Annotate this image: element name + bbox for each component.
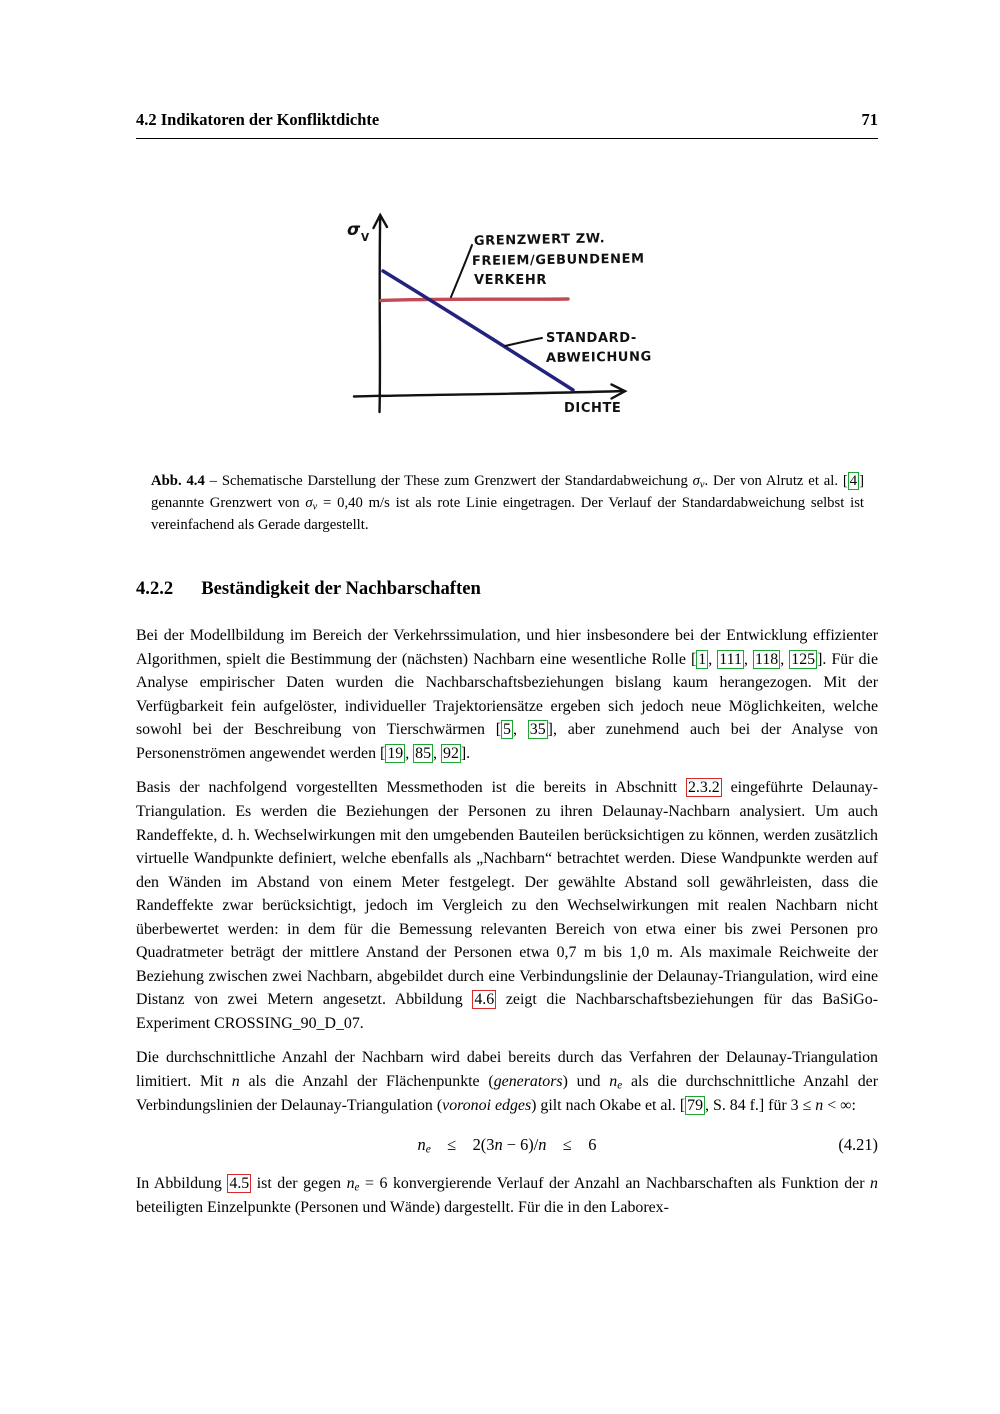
italic-run: σ (692, 473, 700, 489)
cross-reference-link[interactable]: 4.6 (474, 991, 495, 1009)
page-number: 71 (861, 110, 878, 129)
y-axis-symbol-subscript: V (360, 232, 369, 244)
y-axis-label (347, 220, 370, 244)
body-flow (136, 624, 878, 1219)
paragraph (136, 776, 878, 1035)
text-run: , (405, 744, 414, 762)
text-run: , S. 84 f.] für 3 ≤ (705, 1096, 816, 1114)
equation (136, 1135, 878, 1156)
text-run: ]. Für die Analyse empirischer Daten wurden die Nachbarschaftsbeziehungen bislang kaum herangezogen. Mit der Verfügbarkeit fein aufgelöster, individueller Trajektoriensätze ergeben sich jedoch neue Möglichkeiten, welche sowohl bei der Beschreibung von Tierschwärmen [ (136, 650, 878, 739)
section-heading (136, 578, 878, 600)
y-axis-symbol: σ (346, 220, 360, 240)
std-label-line1: STANDARD- (545, 331, 637, 346)
citation-link[interactable]: 1 (698, 650, 707, 668)
text-run: ], aber zunehmend auch bei der Analyse von Personenströmen angewendet werden [ (136, 721, 878, 762)
page-header (136, 110, 878, 139)
cross-reference-link[interactable]: 2.3.2 (687, 779, 720, 797)
figure-sketch (335, 195, 680, 445)
section-number: 4.2.2 (136, 578, 174, 600)
italic-run: n (494, 1135, 503, 1155)
x-axis (354, 391, 624, 397)
text-run: eingeführte Delaunay-Triangulation. Es werden die Beziehungen der Personen zu ihren Delaunay-Nachbarn analysiert. Um auch Randeffekte, d. h. Wechselwirkungen mit den umgebenden Bauteilen berücksichtigen zu können, werden zusätzlich virtuelle Wandpunkte definiert, welche ebenfalls als „Nachbarn“ betrachtet werden. Diese Wandpunkte werden auf den Wänden im Abstand von einem Meter festgelegt. Der gewählte Abstand soll gewährleisten, dass die Randeffekte zwar berücksichtigt, jedoch im Vergleich zu den Wechselwirkungen mit realen Nachbarn nicht überbewertet werden: in dem für die Bemessung relevanten Bereich von etwa einer bis zwei Personen pro Quadratmeter beträgt der mittlere Anstand der Personen etwa 0,7 m bis 1,0 m. Als maximale Reichweite der Beziehung zwischen zwei Nachbarn, abgebildet durch eine Verbindungslinie der Delaunay-Triangulation, wird eine Distanz von zwei Metern angesetzt. Abbildung (136, 779, 878, 1009)
text-run: , (780, 650, 790, 668)
italic-run: voronoi edges (442, 1096, 532, 1114)
text-run: Die durchschnittliche Anzahl der Nachbarn wird dabei bereits durch das Verfahren der Delaunay-Triangulation limitiert. Mit (136, 1049, 878, 1090)
text-run: ] genannte Grenzwert von (151, 473, 864, 512)
bold-run: Abb. 4.4 (151, 473, 205, 489)
italic-run: n (346, 1174, 355, 1192)
citation-link[interactable]: 111 (719, 650, 742, 668)
text-run: < ∞: (823, 1096, 856, 1114)
italic-run: n (538, 1135, 547, 1155)
text-run: ≤ 6 (546, 1135, 597, 1155)
paragraph (136, 1046, 878, 1117)
citation-link[interactable]: 92 (443, 744, 459, 762)
text-run: − 6)/ (502, 1135, 539, 1155)
text-run: – Schematische Darstellung der These zum Grenzwert der Standardabweichung (204, 473, 693, 489)
grenzwert-label-line1: GRENZWERT ZW. (473, 231, 605, 249)
std-pointer-line (505, 338, 542, 346)
text-run: zeigt die Nachbarschaftsbeziehungen für das BaSiGo-Experiment CROSSING_90_D_07. (136, 991, 878, 1032)
figure-annotations (471, 231, 651, 416)
text-run: . Der von Alrutz et al. [ (704, 473, 848, 489)
paragraph (136, 1172, 878, 1219)
text-run: = 0,40 m/s ist als rote Linie eingetragen. Der Verlauf der Standardabweichung selbst ist vereinfachend als Gerade dargestellt. (151, 495, 864, 534)
italic-run: generators (493, 1072, 563, 1090)
subscript: e (425, 1143, 431, 1156)
y-axis (379, 216, 380, 412)
text-run: als die Anzahl der Flächenpunkte ( (239, 1072, 494, 1090)
citation-link[interactable]: 19 (387, 744, 404, 762)
text-run: = 6 konvergierende Verlauf der Anzahl an Nachbarschaften als Funktion der (359, 1174, 871, 1192)
italic-run: n (609, 1072, 618, 1090)
text-run: , (512, 721, 528, 739)
subscript: e (617, 1079, 623, 1092)
citation-link[interactable]: 4 (849, 473, 858, 489)
text-run: als die durchschnittliche Anzahl der Verbindungslinien der Delaunay-Triangulation ( (136, 1072, 879, 1114)
text-run: beteiligten Einzelpunkte (Personen und Wände) dargestellt. Für die in den Laborex- (136, 1198, 669, 1216)
text-run: , (743, 650, 753, 668)
text-run: , (433, 744, 441, 762)
text-run: Bei der Modellbildung im Bereich der Verkehrssimulation, und hier insbesondere bei der Entwicklung effizienter Algorithmen, spielt die Bestimmung der (nächsten) Nachbarn eine wesentliche Rolle [ (136, 627, 878, 668)
x-axis-label: DICHTE (563, 401, 621, 416)
std-label-line2: ABWEICHUNG (545, 349, 652, 366)
citation-link[interactable]: 85 (415, 744, 432, 762)
subscript: e (354, 1181, 360, 1194)
equation-number: (4.21) (838, 1135, 878, 1155)
grenzwert-label-line2: FREIEM/GEBUNDENEM (471, 251, 645, 269)
italic-run: n (815, 1096, 824, 1114)
text-run: ist der gegen (251, 1174, 347, 1192)
text-run: ) gilt nach Okabe et al. [ (531, 1096, 686, 1114)
citation-link[interactable]: 125 (791, 650, 816, 668)
italic-run: σ (305, 495, 313, 512)
text-run: ≤ 2(3 (430, 1135, 495, 1155)
citation-link[interactable]: 35 (529, 721, 546, 739)
italic-run: n (231, 1072, 240, 1090)
text-run: , (708, 650, 718, 668)
subscript: v (312, 501, 318, 513)
cross-reference-link[interactable]: 4.5 (229, 1174, 250, 1192)
text-run: In Abbildung (136, 1174, 228, 1192)
grenzwert-pointer-line (451, 245, 472, 297)
citation-link[interactable]: 5 (503, 721, 511, 739)
threshold-line (381, 299, 568, 301)
text-run: Basis der nachfolgend vorgestellten Messmethoden ist die bereits in Abschnitt (136, 779, 686, 797)
italic-run: n (870, 1174, 878, 1192)
citation-link[interactable]: 79 (687, 1096, 704, 1114)
equation-body (418, 1135, 597, 1154)
section-title: Beständigkeit der Nachbarschaften (201, 578, 481, 600)
subscript: v (699, 479, 705, 491)
text-run: ]. (460, 744, 471, 762)
paragraph (136, 624, 878, 765)
figure-4-4 (136, 195, 878, 445)
figure-caption (151, 471, 864, 536)
citation-link[interactable]: 118 (754, 650, 779, 668)
running-header-title: 4.2 Indikatoren der Konfliktdichte (136, 110, 380, 129)
std-deviation-line (383, 271, 573, 390)
italic-run: n (417, 1135, 426, 1155)
grenzwert-label-line3: VERKEHR (473, 273, 547, 288)
text-run: ) und (562, 1072, 610, 1090)
